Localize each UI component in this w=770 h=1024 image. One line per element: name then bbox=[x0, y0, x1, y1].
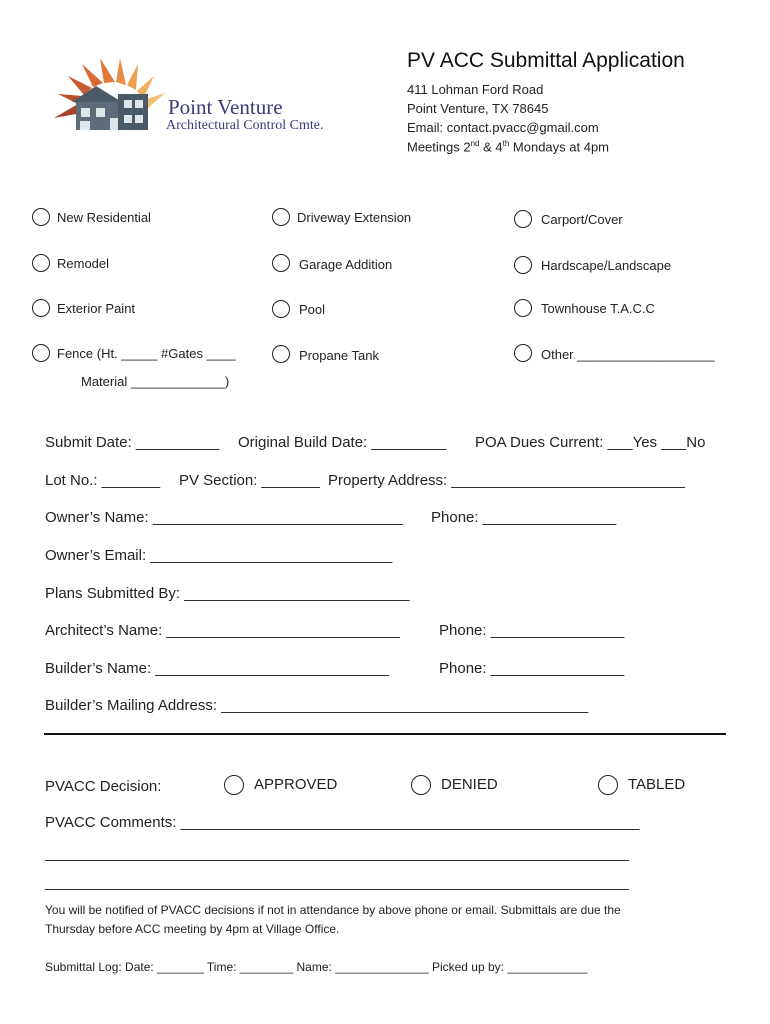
radio-other[interactable] bbox=[514, 344, 532, 362]
option-label: New Residential bbox=[57, 210, 151, 225]
notice-line1: You will be notified of PVACC decisions if not in attendance by above phone or email. Submittals are due the bbox=[45, 903, 621, 917]
section-divider bbox=[44, 733, 726, 735]
email-line: Email: contact.pvacc@gmail.com bbox=[407, 120, 599, 135]
property-address-field[interactable]: Property Address: ____________________________ bbox=[328, 472, 685, 489]
radio-garage-addition[interactable] bbox=[272, 254, 290, 272]
meetings-line: Meetings 2nd & 4th Mondays at 4pm bbox=[407, 139, 610, 155]
option-label: Garage Addition bbox=[299, 257, 393, 272]
radio-propane-tank[interactable] bbox=[272, 345, 290, 363]
option-label: Remodel bbox=[57, 256, 110, 271]
radio-pool[interactable] bbox=[272, 300, 290, 318]
submit-date-field[interactable]: Submit Date: __________ bbox=[45, 434, 220, 451]
fence-material-label: Material _____________) bbox=[81, 374, 230, 389]
architects-name-field[interactable]: Architect’s Name: ____________________________ bbox=[45, 622, 401, 639]
radio-exterior-paint[interactable] bbox=[32, 299, 50, 317]
option-label: Other ___________________ bbox=[541, 347, 715, 362]
builders-name-field[interactable]: Builder’s Name: ____________________________ bbox=[45, 660, 389, 677]
radio-carport-cover[interactable] bbox=[514, 210, 532, 228]
radio-remodel[interactable] bbox=[32, 254, 50, 272]
tabled-label: TABLED bbox=[628, 776, 686, 793]
radio-new-residential[interactable] bbox=[32, 208, 50, 226]
option-label: Driveway Extension bbox=[297, 210, 412, 225]
owners-name-field[interactable]: Owner’s Name: ______________________________ bbox=[45, 509, 404, 526]
option-label: Propane Tank bbox=[299, 348, 379, 363]
plans-submitted-by-field[interactable]: Plans Submitted By: ___________________________ bbox=[45, 585, 410, 602]
owners-email-field[interactable]: Owner’s Email: _____________________________ bbox=[45, 547, 393, 564]
architect-phone-field[interactable]: Phone: ________________ bbox=[439, 622, 625, 639]
poa-dues-field[interactable]: POA Dues Current: ___Yes ___No bbox=[475, 434, 706, 451]
logo-name: Point Venture bbox=[168, 95, 283, 119]
radio-hardscape-landscape[interactable] bbox=[514, 256, 532, 274]
address-line2: Point Venture, TX 78645 bbox=[407, 101, 549, 116]
option-label: Townhouse T.A.C.C bbox=[541, 301, 655, 316]
original-build-date-field[interactable]: Original Build Date: _________ bbox=[238, 434, 447, 451]
approved-label: APPROVED bbox=[254, 776, 338, 793]
option-label: Carport/Cover bbox=[541, 212, 623, 227]
builder-phone-field[interactable]: Phone: ________________ bbox=[439, 660, 625, 677]
denied-label: DENIED bbox=[441, 776, 498, 793]
radio-tabled[interactable] bbox=[598, 775, 618, 795]
logo-subtitle: Architectural Control Cmte. bbox=[166, 118, 324, 133]
address-line1: 411 Lohman Ford Road bbox=[407, 82, 544, 97]
radio-fence[interactable] bbox=[32, 344, 50, 362]
page-title: PV ACC Submittal Application bbox=[407, 49, 685, 72]
lot-no-field[interactable]: Lot No.: _______ bbox=[45, 472, 161, 489]
sunburst-house-icon bbox=[52, 52, 172, 136]
option-label: Fence (Ht. _____ #Gates ____ bbox=[57, 346, 236, 361]
comments-field[interactable]: PVACC Comments: _______________________________________________________ bbox=[45, 814, 640, 831]
radio-driveway-extension[interactable] bbox=[272, 208, 290, 226]
radio-denied[interactable] bbox=[411, 775, 431, 795]
radio-townhouse-tacc[interactable] bbox=[514, 299, 532, 317]
comments-line-3[interactable]: ______________________________________________________________________ bbox=[45, 874, 629, 891]
submittal-log[interactable]: Submittal Log: Date: _______ Time: ________ Name: ______________ Picked up by: ____________ bbox=[45, 960, 588, 974]
owner-phone-field[interactable]: Phone: ________________ bbox=[431, 509, 617, 526]
option-label: Exterior Paint bbox=[57, 301, 136, 316]
builders-mailing-address-field[interactable]: Builder’s Mailing Address: ____________________________________________ bbox=[45, 697, 589, 714]
notice-line2: Thursday before ACC meeting by 4pm at Village Office. bbox=[45, 922, 340, 936]
option-label: Pool bbox=[299, 302, 326, 317]
pv-section-field[interactable]: PV Section: _______ bbox=[179, 472, 320, 489]
radio-approved[interactable] bbox=[224, 775, 244, 795]
decision-label: PVACC Decision: bbox=[45, 778, 162, 795]
comments-line-2[interactable]: ______________________________________________________________________ bbox=[45, 845, 629, 862]
option-label: Hardscape/Landscape bbox=[541, 258, 672, 273]
